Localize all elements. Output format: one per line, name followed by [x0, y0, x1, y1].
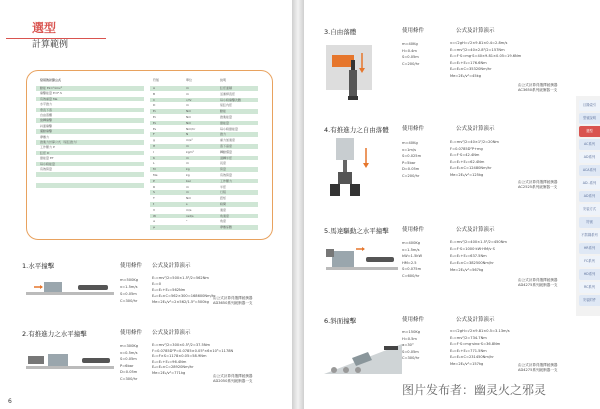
table-cell: 有效重量 Me: [40, 96, 58, 101]
table-row: [36, 118, 144, 123]
symbol-cell: P: [153, 178, 155, 183]
table-cell: 撞擊能量 E=F·S: [40, 91, 62, 96]
example-3-formula-label: 公式及計算演示: [456, 28, 495, 34]
side-tab[interactable]: ACA系列: [579, 165, 600, 176]
formula-line: E₂=F·S=mg·S=40×9.81×0.05=19.6Nm: [450, 54, 522, 58]
condition-line: D=0.05m: [402, 167, 420, 171]
right-page: [304, 0, 600, 409]
table-row: [36, 102, 144, 107]
table-cell: 旋轉撞擊: [40, 118, 53, 123]
formula-line: Me=2E₃/v²=567kg: [450, 268, 484, 272]
desc-cell: 行程: [220, 190, 227, 195]
unit-cell: m: [186, 144, 189, 148]
symbol-row: [150, 121, 258, 126]
side-tab[interactable]: 目錄索引: [579, 100, 600, 111]
side-tab[interactable]: 不銹鋼系列: [579, 230, 600, 241]
condition-line: m=40Kg: [402, 42, 418, 46]
condition-line: C=200/hr: [402, 61, 420, 66]
example-6-illustration: [324, 330, 402, 374]
example-1-illustration: [26, 276, 114, 302]
symbol-row: [150, 132, 258, 137]
watermark: 图片发布者：幽灵火之邪灵: [402, 383, 547, 397]
example-5-note-2: AD4275系列緩衝器一支: [518, 283, 558, 287]
condition-line: H=0.5m: [402, 336, 417, 341]
symbol-row: [150, 127, 258, 132]
symbol-cell: A: [153, 86, 156, 90]
symbol-row: [150, 115, 258, 120]
unit-cell: m: [186, 86, 189, 90]
side-tab[interactable]: 安裝方式: [579, 204, 600, 215]
symbol-cell: t: [153, 202, 155, 206]
unit-cell: °: [186, 219, 188, 224]
example-5-note-1: 由公式計算得選擇緩衝器: [518, 278, 558, 282]
formula-line: E₃=E₁+E₂=176.6Nm: [450, 60, 487, 65]
formula-line: E₁=mv²/2=400×1.5²/2=450Nm: [450, 240, 507, 244]
page-subtitle: 計算範例: [32, 40, 69, 50]
symbol-cell: E₁: [153, 109, 157, 114]
table-cell: 自由落體: [40, 113, 53, 117]
side-tab[interactable]: HR系列: [579, 243, 600, 254]
side-tab[interactable]: AD系列: [579, 191, 600, 202]
side-tab[interactable]: 符號: [579, 217, 600, 228]
formula-line: E₄=E₃×C=231450Nm/hr: [450, 355, 494, 359]
formula-line: E₄=E₃×C=12480Nm/hr: [450, 166, 492, 170]
shock-absorber-icon: [348, 60, 358, 100]
unit-cell: m: [186, 161, 189, 166]
formula-line: E₂=F·S=1000·kW·HM/v·S: [450, 247, 495, 251]
unit-cell: m: [186, 155, 189, 160]
symbol-row: [150, 167, 258, 172]
side-tab[interactable]: AC系列: [579, 139, 600, 150]
condition-line: HM=2.5: [402, 260, 417, 265]
symbol-row: [150, 156, 258, 161]
condition-line: m=400Kg: [402, 241, 421, 245]
unit-cell: Nm: [186, 120, 192, 125]
example-5-title: 5.馬達驅動之水平撞擊: [324, 227, 389, 235]
example-3-shock-absorber: [348, 60, 358, 100]
motor-driven-drawing: [326, 243, 398, 277]
symbol-cell: T: [153, 196, 155, 201]
table-right-header-desc: 說明: [220, 78, 227, 82]
left-page: [0, 0, 292, 409]
symbol-row: [150, 219, 258, 224]
symbol-row: [150, 202, 258, 207]
formula-line: E₃=E₁+E₂=62.4Nm: [450, 159, 485, 164]
table-cell: 有效質量: [40, 167, 53, 171]
formula-line: F=0.0785D²P=0.0785×0.05²×6×10⁵=1178N: [152, 348, 234, 353]
unit-cell: N: [186, 132, 189, 137]
example-3-note-1: 由公式計算得選擇緩衝器: [518, 83, 558, 87]
formula-line: E₁=mv²/2=734.7Nm: [450, 335, 487, 340]
unit-cell: s: [186, 202, 188, 206]
unit-cell: c/hr: [186, 97, 192, 102]
formula-line: E₁=mv²/2=40×2.8²/2=157Nm: [450, 47, 505, 52]
table-cell: 動能 Ek=½mv²: [40, 86, 62, 90]
condition-line: m=40Kg: [402, 141, 418, 145]
condition-line: v=0.5m/s: [120, 350, 138, 355]
symbol-row: [150, 86, 258, 91]
table-cell: 每小時能量: [40, 161, 56, 166]
formula-line: E₂=F·S=42.4Nm: [450, 153, 480, 157]
unit-cell: kg: [186, 173, 190, 177]
example-6-cond-label: 使用條件: [402, 317, 425, 323]
example-2-note-1: 由公式計算得選擇緩衝器: [213, 374, 253, 378]
example-2-illustration: [26, 346, 114, 376]
symbol-cell: E₄: [153, 126, 157, 131]
condition-line: P=5bar: [402, 160, 416, 165]
table-row: [36, 151, 144, 156]
propelled-free-fall-drawing: [326, 138, 376, 198]
unit-cell: Nm: [186, 196, 192, 201]
desc-cell: 摩擦係數: [220, 225, 233, 230]
table-row: [36, 189, 144, 194]
symbol-cell: R: [153, 184, 156, 189]
condition-line: α=30°: [402, 343, 414, 347]
condition-line: v=1.5m/s: [402, 247, 420, 252]
symbol-cell: L: [153, 161, 155, 166]
table-row: [36, 108, 144, 113]
table-cell: 摩擦力: [40, 134, 50, 139]
table-cell: 推進力計算公式（氣缸推力）: [40, 140, 80, 144]
condition-line: S=0.05m: [120, 357, 137, 361]
desc-cell: 總能量: [220, 120, 230, 125]
table-row: [36, 113, 144, 118]
example-2-formula-label: 公式及計算演示: [152, 330, 191, 336]
desc-cell: 推進能量: [220, 115, 233, 119]
formula-line: E₃=E₁+E₂=637.5Nm: [450, 254, 487, 258]
condition-line: S=0.05m: [402, 349, 419, 354]
example-3-note-2: AC3650系列緩衝器一支: [518, 88, 558, 92]
table-row: [36, 178, 144, 183]
symbol-row: [150, 214, 258, 219]
example-6-note-2: AD4275系列緩衝器一支: [518, 368, 558, 372]
example-2-title: 2.有推進力之水平撞擊: [22, 330, 87, 338]
example-4-illustration: [326, 138, 376, 198]
symbol-cell: H: [153, 144, 156, 148]
formula-line: E₁=mv²/2=300×0.5²/2=37.5Nm: [152, 343, 211, 347]
symbol-cell: I: [153, 149, 154, 154]
side-tab[interactable]: AD系列: [579, 152, 600, 163]
symbol-cell: M: [153, 167, 156, 172]
page-fold: [292, 0, 304, 409]
condition-line: P=6bar: [120, 363, 134, 368]
desc-cell: 長度: [220, 161, 227, 166]
example-4-cond-label: 使用條件: [402, 126, 425, 132]
symbol-row: [150, 98, 258, 103]
side-tab[interactable]: AD..系列: [579, 178, 600, 189]
example-2-note-2: AD2050系列緩衝器一支: [213, 379, 253, 383]
formula-line: E₄=E₃×C=35320Nm/hr: [450, 67, 492, 71]
condition-line: kW=1.5kW: [402, 254, 422, 258]
example-1-note-1: 由公式計算得選擇緩衝器: [213, 296, 253, 300]
symbol-row: [150, 185, 258, 190]
condition-line: C=300/hr: [402, 356, 420, 360]
example-1-formula-label: 公式及計算演示: [152, 263, 191, 269]
table-row: [36, 183, 144, 188]
table-cell: 總能量 ET: [40, 156, 54, 161]
symbol-cell: C: [153, 97, 156, 102]
side-tab[interactable]: RC系列: [579, 282, 600, 293]
condition-line: v=1.5m/s: [120, 285, 138, 289]
symbol-cell: E₂: [153, 115, 157, 119]
incline-impact-drawing: [324, 330, 402, 374]
table-cell: 斜面撞擊: [40, 123, 53, 128]
symbol-cell: K: [153, 155, 155, 160]
desc-cell: 每小時總能量: [220, 126, 239, 131]
table-cell: 缸徑 D: [40, 150, 50, 155]
formula-line: E₄=E₃×C=562×300=168600Nm/hr: [152, 294, 216, 298]
condition-line: S=0.05m: [120, 292, 137, 296]
symbol-row: [150, 161, 258, 166]
formula-line: E₃=E₁+E₂=562Nm: [152, 288, 186, 292]
symbol-cell: g: [153, 138, 155, 143]
desc-cell: 氣缸內徑: [220, 103, 233, 108]
formula-line: E₂=F·S=mg·sinα·S=36.8Nm: [450, 342, 501, 346]
table-cell: 水平推力: [40, 102, 53, 107]
example-5-illustration: [326, 243, 398, 277]
symbol-row: [150, 144, 258, 149]
title-underline: [6, 38, 106, 39]
table-cell: 垂直下落: [40, 107, 53, 112]
side-tab[interactable]: FC系列: [579, 256, 600, 267]
horizontal-impact-drawing: [26, 276, 114, 302]
table-right-header-unit: 單位: [186, 78, 193, 82]
table-cell: 工作壓力 P: [40, 145, 55, 150]
unit-cell: m: [186, 91, 189, 96]
symbol-row: [150, 109, 258, 114]
example-3-title: 3.自由落體: [324, 28, 357, 36]
desc-cell: 工作壓力: [220, 178, 233, 183]
example-3-cond-label: 使用條件: [402, 28, 425, 34]
desc-cell: 每小時撞擊次數: [220, 97, 242, 102]
symbol-cell: F: [153, 132, 155, 137]
table-left-header: 常用的計算公式: [40, 78, 62, 82]
symbol-row: [150, 150, 258, 155]
symbol-cell: E₃: [153, 120, 157, 125]
side-tab[interactable]: 選型: [579, 126, 600, 137]
formula-line: E₄=E₃×C=28920Nm/hr: [152, 365, 194, 370]
unit-cell: m/s: [186, 207, 192, 212]
desc-cell: 動能: [220, 109, 227, 114]
unit-cell: kg: [186, 167, 190, 172]
condition-line: m=300Kg: [120, 344, 139, 348]
symbol-row: [150, 92, 258, 97]
condition-line: S=0.075m: [402, 267, 422, 271]
symbol-cell: μ: [153, 225, 155, 230]
formula-line: E₂=0: [152, 282, 162, 286]
condition-line: m=150Kg: [402, 330, 421, 334]
table-row: [36, 129, 144, 134]
symbol-row: [150, 225, 258, 230]
formula-line: v=√2gH=√2×9.81×0.5=3.13m/s: [450, 329, 510, 333]
table-row: [36, 124, 144, 129]
table-row: [36, 172, 144, 177]
unit-cell: m: [186, 184, 189, 189]
condition-line: v=1m/s: [402, 147, 417, 152]
example-4-title: 4.有推進力之自由落體: [324, 126, 389, 134]
symbol-row: [150, 103, 258, 108]
symbol-row: [150, 179, 258, 184]
desc-cell: 缸徑面積: [220, 86, 233, 90]
formula-line: E₃=E₁+E₂=771.5Nm: [450, 348, 487, 353]
propelled-horizontal-drawing: [26, 346, 114, 376]
symbol-cell: V: [153, 207, 156, 212]
example-6-formula-label: 公式及計算演示: [456, 317, 495, 323]
condition-line: H=0.4m: [402, 48, 417, 53]
desc-cell: 角度: [220, 219, 227, 224]
symbol-row: [150, 190, 258, 195]
formula-line: v=√2gH=√2×9.81×0.4=2.8m/s: [450, 41, 508, 45]
example-1-cond-label: 使用條件: [120, 263, 143, 269]
table-row: [36, 135, 144, 140]
desc-cell: 推力: [220, 132, 227, 137]
unit-cell: bar: [186, 178, 191, 183]
symbol-row: [150, 138, 258, 143]
table-cell: 擺動撞擊: [40, 129, 53, 134]
example-6-note-1: 由公式計算得選擇緩衝器: [518, 363, 558, 367]
desc-cell: 角速度: [220, 213, 230, 218]
symbol-cell: Me: [153, 173, 158, 177]
formula-line: Me=2E₃/v²=157kg: [450, 361, 484, 366]
formula-line: Me=2E₃/v²=125kg: [450, 172, 484, 177]
formula-line: Me=2E₃/v²=771kg: [152, 371, 186, 375]
formula-line: F=0.0785D²P+mg: [450, 146, 483, 151]
example-4-note-2: AC2525系列緩衝器一支: [518, 185, 558, 189]
desc-cell: 轉動慣量: [220, 149, 233, 154]
unit-cell: m: [186, 103, 189, 108]
unit-cell: Nm/hr: [186, 126, 196, 131]
desc-cell: 質量: [220, 167, 227, 172]
symbol-cell: S: [153, 190, 155, 195]
condition-line: C=300/hr: [120, 376, 138, 381]
unit-cell: Nm: [186, 109, 192, 114]
condition-line: C=200/hr: [402, 173, 420, 178]
page-title: 選型: [32, 21, 57, 35]
example-5-cond-label: 使用條件: [402, 227, 425, 233]
desc-cell: 半徑: [220, 184, 227, 189]
condition-line: m=500Kg: [120, 278, 139, 282]
table-right-header-symbol: 符號: [153, 78, 160, 82]
symbol-cell: D: [153, 103, 156, 108]
formula-line: E₃=E₁+E₂=96.4Nm: [152, 359, 187, 364]
example-6-title: 6.斜面撞擊: [324, 317, 357, 325]
formula-line: E₁=mv²/2=500×1.5²/2=562Nm: [152, 276, 209, 280]
formula-line: Me=2E₃/v²=2×562/1.5²=500kg: [152, 300, 209, 304]
symbol-cell: α: [153, 219, 155, 224]
desc-cell: 有效質量: [220, 173, 233, 177]
symbol-row: [150, 196, 258, 201]
unit-cell: kgm²: [186, 149, 194, 154]
example-1-note-2: AD3650系列緩衝器一支: [213, 301, 253, 305]
condition-line: D=0.05m: [120, 370, 138, 374]
desc-cell: 重力加速度: [220, 138, 236, 143]
desc-cell: 時間: [220, 202, 227, 206]
desc-cell: 活塞桿直徑: [220, 91, 236, 96]
side-tab[interactable]: 安裝附件: [579, 295, 600, 306]
table-row: [36, 167, 144, 172]
side-tab[interactable]: 型號說明: [579, 113, 600, 124]
example-1-title: 1.水平撞擊: [22, 262, 55, 270]
symbol-row: [150, 173, 258, 178]
formula-line: Me=2E₃/v²=45kg: [450, 73, 482, 78]
example-4-formula-label: 公式及計算演示: [456, 126, 495, 132]
symbol-cell: B: [153, 91, 156, 96]
condition-line: C=300/hr: [120, 299, 138, 303]
symbol-row: [150, 208, 258, 213]
symbol-cell: W: [153, 213, 156, 218]
desc-cell: 迴轉半徑: [220, 155, 233, 160]
formula-line: E₄=E₃×C=382500Nm/hr: [450, 261, 494, 265]
formula-line: E₁=mv²/2=40×1²/2=20Nm: [450, 140, 499, 144]
unit-cell: m: [186, 190, 189, 195]
unit-cell: m/s²: [186, 138, 193, 143]
desc-cell: 落下高度: [220, 144, 233, 148]
side-tab[interactable]: HD系列: [579, 269, 600, 280]
desc-cell: 扭矩: [220, 196, 227, 201]
unit-cell: Nm: [186, 115, 192, 119]
example-2-cond-label: 使用條件: [120, 330, 143, 336]
condition-line: C=600/hr: [402, 273, 420, 278]
formula-line: E₂=F×S=1178×0.05=58.9Nm: [152, 354, 207, 359]
page-number: 6: [8, 398, 12, 405]
condition-line: S=0.05m: [402, 55, 419, 59]
desc-cell: 速度: [220, 207, 227, 212]
condition-line: S=0.025m: [402, 154, 422, 158]
example-5-formula-label: 公式及計算演示: [456, 227, 495, 233]
example-4-note-1: 由公式計算得選擇緩衝器: [518, 180, 558, 184]
unit-cell: rad/s: [186, 213, 194, 218]
